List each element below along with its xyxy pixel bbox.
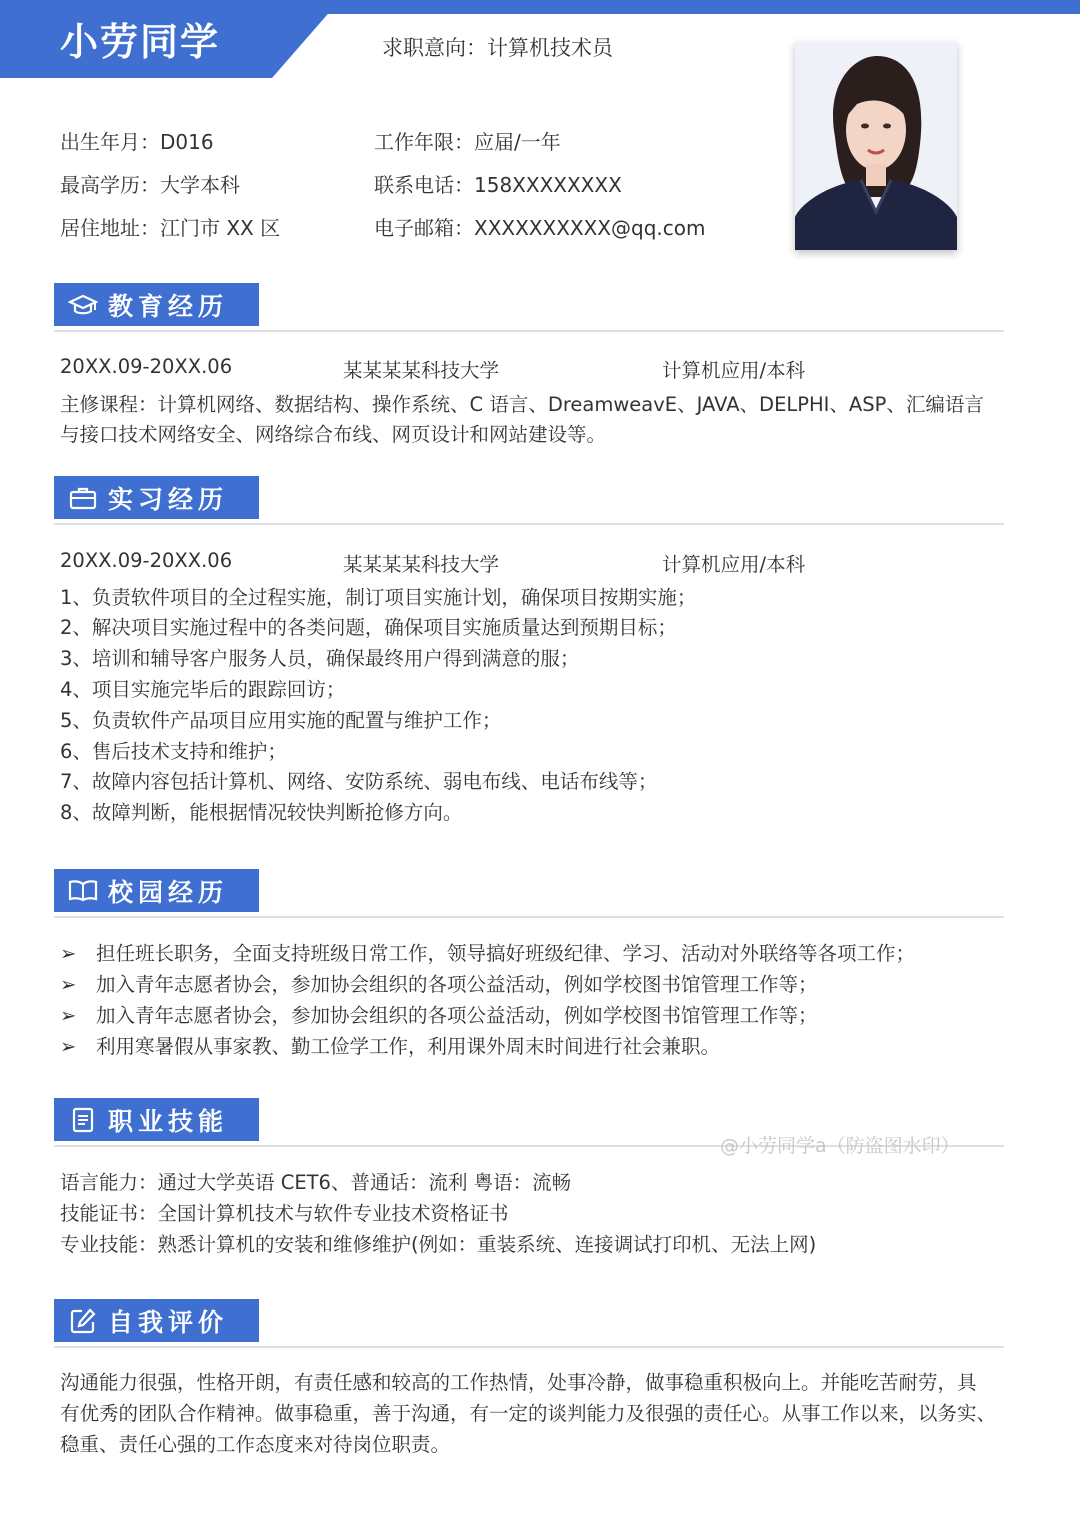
self-eval-line: 稳重、责任心强的工作态度来对待岗位职责。 bbox=[60, 1433, 451, 1456]
watermark-text: @小劳同学a（防盗图水印） bbox=[720, 1135, 960, 1157]
internship-date: 20XX.09-20XX.06 bbox=[60, 549, 233, 572]
arrow-bullet-icon: ➢ bbox=[60, 942, 77, 965]
internship-item: 6、售后技术支持和维护； bbox=[60, 740, 287, 763]
skill-item: 技能证书：全国计算机技术与软件专业技术资格证书 bbox=[60, 1202, 509, 1225]
internship-item: 2、解决项目实施过程中的各类问题，确保项目实施质量达到预期目标； bbox=[60, 616, 677, 639]
campus-divider bbox=[54, 916, 1004, 918]
campus-item-text: 加入青年志愿者协会，参加协会组织的各项公益活动，例如学校图书馆管理工作等； bbox=[96, 1004, 818, 1027]
job-objective: 求职意向：计算机技术员 bbox=[382, 36, 613, 60]
internship-company: 某某某某科技大学 bbox=[343, 553, 500, 576]
candidate-name: 小劳同学 bbox=[60, 20, 221, 64]
internship-section-header bbox=[54, 476, 259, 519]
arrow-bullet-icon: ➢ bbox=[60, 973, 77, 996]
email-address: 电子邮箱：XXXXXXXXXX@qq.com bbox=[374, 216, 706, 240]
campus-item bbox=[60, 939, 915, 969]
self-eval-line: 有优秀的团队合作精神。做事稳重，善于沟通，有一定的谈判能力及很强的责任心。从事工作以来，以务实、 bbox=[60, 1402, 997, 1425]
campus-title: 校园经历 bbox=[108, 877, 229, 907]
skills-section-header bbox=[54, 1098, 259, 1141]
internship-item: 3、培训和辅导客户服务人员，确保最终用户得到满意的服； bbox=[60, 647, 580, 670]
self-eval-divider bbox=[54, 1346, 1004, 1348]
home-address: 居住地址：江门市 XX 区 bbox=[60, 216, 281, 240]
arrow-bullet-icon: ➢ bbox=[60, 1004, 77, 1027]
campus-item-text: 担任班长职务，全面支持班级日常工作，领导搞好班级纪律、学习、活动对外联络等各项工作； bbox=[96, 942, 916, 965]
campus-item-text: 利用寒暑假从事家教、勤工俭学工作，利用课外周末时间进行社会兼职。 bbox=[96, 1035, 721, 1058]
internship-item: 8、故障判断，能根据情况较快判断抢修方向。 bbox=[60, 801, 463, 824]
campus-section-header bbox=[54, 869, 259, 912]
self-eval-title: 自我评价 bbox=[108, 1307, 229, 1337]
self-eval-section-header bbox=[54, 1299, 259, 1342]
campus-item bbox=[60, 970, 818, 1000]
internship-item: 7、故障内容包括计算机、网络、安防系统、弱电布线、电话布线等； bbox=[60, 770, 658, 793]
phone-number: 联系电话：158XXXXXXXX bbox=[374, 173, 622, 197]
internship-title: 实习经历 bbox=[108, 484, 229, 514]
self-eval-line: 沟通能力很强，性格开朗，有责任感和较高的工作热情，处事冷静，做事稳重积极向上。并能吃苦耐劳，具 bbox=[60, 1371, 977, 1394]
campus-item-text: 加入青年志愿者协会，参加协会组织的各项公益活动，例如学校图书馆管理工作等； bbox=[96, 973, 818, 996]
education-date: 20XX.09-20XX.06 bbox=[60, 355, 233, 378]
briefcase-icon bbox=[68, 483, 98, 513]
campus-item bbox=[60, 1032, 720, 1062]
document-list-icon bbox=[68, 1105, 98, 1135]
education-school: 某某某某科技大学 bbox=[343, 359, 500, 382]
education-title: 教育经历 bbox=[108, 291, 229, 321]
arrow-bullet-icon: ➢ bbox=[60, 1035, 77, 1058]
education-courses-line: 主修课程：计算机网络、数据结构、操作系统、C 语言、DreamweavE、JAVA、DELPHI、ASP、汇编语言 bbox=[60, 393, 984, 416]
internship-item: 1、负责软件项目的全过程实施，制订项目实施计划，确保项目按期实施； bbox=[60, 586, 697, 609]
birth-date: 出生年月：D016 bbox=[60, 130, 214, 154]
campus-item bbox=[60, 1001, 818, 1031]
edit-pen-icon bbox=[68, 1306, 98, 1336]
book-icon bbox=[68, 876, 98, 906]
education-major: 计算机应用/本科 bbox=[662, 359, 806, 382]
skill-item: 专业技能：熟悉计算机的安装和维修维护(例如：重装系统、连接调试打印机、无法上网) bbox=[60, 1233, 817, 1256]
internship-item: 5、负责软件产品项目应用实施的配置与维护工作； bbox=[60, 709, 502, 732]
skill-item: 语言能力：通过大学英语 CET6、普通话：流利 粤语：流畅 bbox=[60, 1171, 572, 1194]
education-section-header bbox=[54, 283, 259, 326]
skills-title: 职业技能 bbox=[108, 1106, 229, 1136]
internship-divider bbox=[54, 523, 1004, 525]
work-years: 工作年限：应届/一年 bbox=[374, 130, 561, 154]
internship-role: 计算机应用/本科 bbox=[662, 553, 806, 576]
education-level: 最高学历：大学本科 bbox=[60, 173, 240, 197]
education-divider bbox=[54, 330, 1004, 332]
profile-photo bbox=[795, 42, 957, 250]
graduation-cap-icon bbox=[68, 290, 98, 320]
education-courses-line: 与接口技术网络安全、网络综合布线、网页设计和网站建设等。 bbox=[60, 423, 607, 446]
internship-item: 4、项目实施完毕后的跟踪回访； bbox=[60, 678, 346, 701]
